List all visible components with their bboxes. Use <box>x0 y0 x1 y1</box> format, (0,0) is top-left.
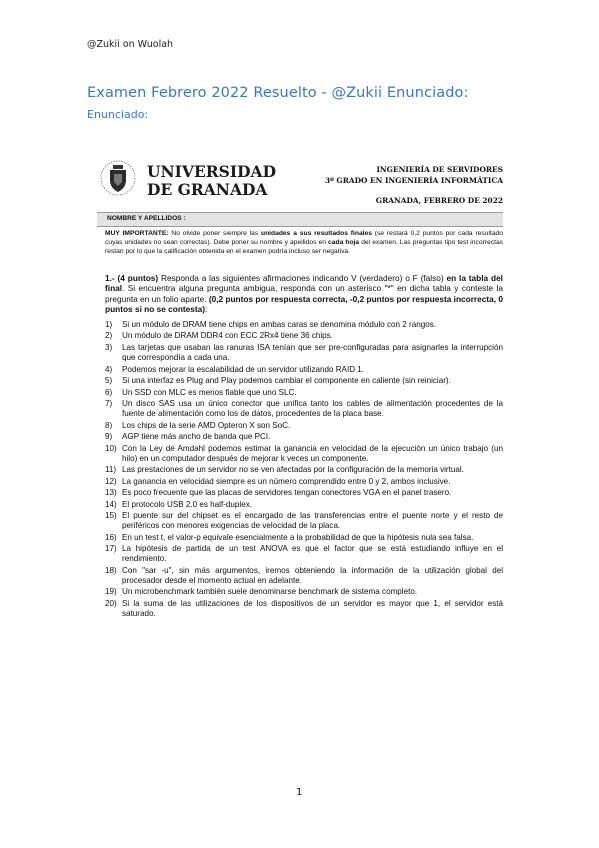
question-number: 9) <box>105 432 113 442</box>
document-title: Examen Febrero 2022 Resuelto - @Zukii Enunciado: <box>87 85 469 101</box>
question-text: Los chips de la serie AMD Opteron X son SoC. <box>122 420 291 430</box>
question-item <box>105 444 503 464</box>
question-item <box>105 376 503 386</box>
question-item <box>105 399 503 419</box>
question-number: 16) <box>105 532 117 542</box>
question-number: 2) <box>105 331 113 341</box>
question-text: AGP tiene más ancho de banda que PCI. <box>122 432 271 442</box>
important-text-b: (se restará 0,2 puntos por cada resultado cuyas unidades no sean correctas). Debe poner su nombre y apellidos en <box>105 230 503 247</box>
question-number: 19) <box>105 587 117 597</box>
question-text: Es poco frecuente que las placas de servidores tengan conectores VGA en el panel trasero. <box>122 488 452 498</box>
q1-points: 1.- (4 puntos) <box>105 273 159 283</box>
question-number: 17) <box>105 544 117 554</box>
question-item <box>105 544 503 564</box>
important-text-a: No olvide poner siempre las <box>168 230 262 237</box>
question-item <box>105 432 503 442</box>
question-item <box>105 488 503 498</box>
question-number: 10) <box>105 443 117 453</box>
question-number: 7) <box>105 399 113 408</box>
question-1-statement <box>105 273 503 314</box>
question-number: 6) <box>105 387 113 397</box>
question-item <box>105 343 503 363</box>
question-text: Con "sar -u", sin más argumentos, iremos obteniendo la información de la utilización global del procesador desde el momento actual en adelante. <box>122 565 503 585</box>
question-number: 14) <box>105 499 117 509</box>
course-line2: 3º GRADO EN INGENIERÍA INFORMÁTICA <box>324 175 503 185</box>
university-name-line2: DE GRANADA <box>147 180 268 199</box>
watermark: @Zukii on Wuolah <box>87 39 174 50</box>
name-field-box <box>97 212 503 227</box>
question-text: Un SSD con MLC es menos fiable que uno SLC. <box>122 387 297 397</box>
question-text: El protocolo USB 2.0 es half-duplex. <box>122 499 253 509</box>
question-number: 12) <box>105 476 117 486</box>
university-name-line1: UNIVERSIDAD <box>147 162 277 181</box>
question-item <box>105 587 503 597</box>
question-item <box>105 533 503 543</box>
q1-text-b: . Si encuentra alguna pregunta ambigua, responda con un asterisco "*" en dicha tabla y conteste la pregunta en un folio aparte. <box>105 283 503 304</box>
question-text: Con la Ley de Amdahl podemos estimar la ganancia en velocidad de la ejecución un único trabajo (un hilo) en un computador después de mejorar k veces un componente. <box>122 443 503 463</box>
question-text: Un módulo de DRAM DDR4 con ECC 2Rx4 tiene 36 chips. <box>122 331 333 341</box>
question-number: 11) <box>105 465 117 475</box>
question-text: Las prestaciones de un servidor no se ven afectadas por la configuración de la memoria virtual. <box>122 465 464 475</box>
question-text: Si la suma de las utilizaciones de los dispositivos de un servidor es mayor que 1, el servidor está saturado. <box>122 598 503 618</box>
exam-date: GRANADA, FEBRERO DE 2022 <box>375 196 503 205</box>
question-text: Si una interfaz es Plug and Play podemos cambiar el componente en caliente (sin reiniciar). <box>122 376 451 386</box>
question-text: Un microbenchmark también suele denominarse benchmark de sistema completo. <box>122 587 418 597</box>
question-number: 1) <box>105 320 113 329</box>
question-item <box>105 331 503 341</box>
question-item <box>105 477 503 487</box>
question-number: 13) <box>105 488 117 498</box>
question-item <box>105 599 503 619</box>
question-item <box>105 511 503 531</box>
question-number: 4) <box>105 364 113 374</box>
question-item <box>105 421 503 431</box>
question-item <box>105 388 503 398</box>
question-item <box>105 500 503 510</box>
question-item <box>105 365 503 375</box>
question-text: Las tarjetas que usaban las ranuras ISA tenían que ser pre-configuradas para asignarles la interrupción que correspondía a cada una. <box>122 342 503 363</box>
important-bold-a: unidades a sus resultados finales <box>261 230 372 237</box>
important-bold-b: cada hoja <box>328 239 360 247</box>
question-item <box>105 566 503 586</box>
question-number: 8) <box>105 420 113 430</box>
course-header <box>325 165 503 186</box>
exam-scan <box>97 150 503 650</box>
q1-table-ref: en la tabla del final <box>105 273 503 294</box>
university-seal-icon <box>100 158 136 198</box>
question-text: Si un módulo de DRAM tiene chips en ambas caras se denomina módulo con 2 rangos. <box>122 320 437 329</box>
question-text: Podemos mejorar la escalabilidad de un servidor utilizando RAID 1. <box>122 364 365 374</box>
question-number: 15) <box>105 511 117 521</box>
important-label: MUY IMPORTANTE: <box>105 230 169 237</box>
question-text: El puente sur del chipset es el encargado de las transferencias entre el puente norte y el resto de periféricos con menores exigencias de velocidad de la placa. <box>122 511 503 531</box>
question-text: La hipótesis de partida de un test ANOVA es que el factor que se está estudiando influye en el rendimiento. <box>122 544 503 564</box>
document-subtitle: Enunciado: <box>87 108 149 121</box>
q1-text-a: Responda a las siguientes afirmaciones indicando V (verdadero) o F (falso) <box>158 273 447 283</box>
question-number: 3) <box>105 342 113 352</box>
q1-text-c: : <box>205 303 208 314</box>
page-number: 1 <box>296 787 303 798</box>
name-label: NOMBRE Y APELLIDOS : <box>107 215 186 222</box>
question-item <box>105 465 503 475</box>
course-line1: INGENIERÍA DE SERVIDORES <box>376 165 503 174</box>
question-number: 18) <box>105 565 117 575</box>
question-list <box>105 320 503 620</box>
q1-scoring: (0,2 puntos por respuesta correcta, -0,2 puntos por respuesta incorrecta, 0 puntos si no se contesta) <box>105 293 503 314</box>
university-name <box>147 163 276 199</box>
question-text: Un disco SAS usa un único conector que unifica tanto los cables de alimentación procedentes de la fuente de alimentación como los de datos, procedentes de la placa base. <box>122 399 503 419</box>
question-number: 20) <box>105 598 117 608</box>
question-text: La ganancia en velocidad siempre es un número comprendido entre 0 y 2, ambos inclusive. <box>122 476 451 486</box>
important-notice <box>105 229 503 257</box>
important-text-c: del examen. Las preguntas tipo test incorrectas restan por lo que la calificación obtenida en el examen podría incluso ser negativa. <box>105 239 504 256</box>
question-text: En un test t, el valor-p equivale esencialmente a la probabilidad de que la hipótesis nula sea falsa. <box>122 532 474 542</box>
question-number: 5) <box>105 376 113 386</box>
question-item <box>105 320 503 330</box>
